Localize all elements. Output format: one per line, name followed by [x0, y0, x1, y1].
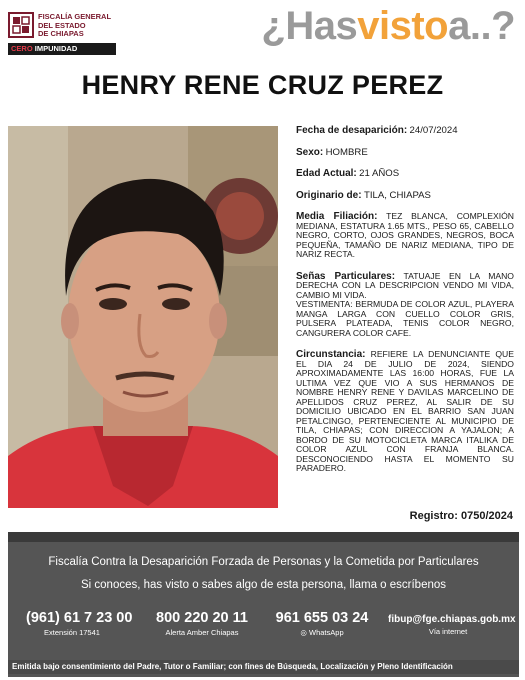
- circumstance-value: REFIERE LA DENUNCIANTE QUE EL DIA 24 DE JULIO DE 2024, SIENDO APROXIMADAMENTE LAS 16:00 HORAS, FUE LA ULTIMA VEZ QUE VIO A SUS HERMANOS DE NOMBRE HENRY RENE Y DAVILAS MARCELINO DE APELLIDOS CRUZ PEREZ, AL SALIR DE SU DOMICILIO UBICADO EN EL BARRIO SAN JUAN PETALCINGO, PERTENECIENTE AL MUNICIPIO DE TILA, CHIAPAS; CON DIRECCION A YAJALON; A BORDO DE SU MOTOCICLETA MARCA ITALIKA DE COLOR AZUL CON FRANJA BLANCA. DESCONOCIENDO HASTA EL MOMENTO SU PARADERO.: [296, 349, 514, 473]
- whatsapp-contact[interactable]: [270, 610, 374, 637]
- distinguishing-marks-row: [296, 272, 514, 339]
- whatsapp-caption: ◎ WhatsApp: [300, 628, 344, 637]
- person-name: HENRY RENE CRUZ PEREZ: [81, 70, 444, 100]
- email-contact[interactable]: [388, 614, 516, 636]
- disappearance-date-row: [296, 126, 514, 136]
- fiscalia-logo: [8, 12, 120, 58]
- physical-description-value: TEZ BLANCA, COMPLEXIÓN MEDIANA, ESTATURA 1.65 MTS., PESO 65, CABELLO NEGRO, CORTO, OJOS GRANDES, NEGROS, BOCA PEQUEÑA, TAMAÑO DE NARIZ MEDIANA, TIPO DE NARIZ RECTA.: [296, 211, 515, 259]
- age-label: Edad Actual:: [296, 168, 357, 179]
- phone-caption: Extensión 17541: [44, 628, 100, 637]
- email-address[interactable]: fibup@fge.chiapas.gob.mx: [388, 614, 516, 625]
- registration-number: Registro: 0750/2024: [409, 510, 513, 522]
- whatsapp-icon: ◎: [300, 628, 310, 637]
- hasvisto-brand: ¿Hasvistoa..?: [261, 4, 515, 48]
- circumstance-row: [296, 350, 514, 474]
- physical-description-row: [296, 212, 514, 260]
- physical-description-label: Media Filiación:: [296, 211, 378, 222]
- call-to-action: Si conoces, has visto o sabes algo de esta persona, llama o escríbenos: [80, 579, 447, 591]
- header: [0, 0, 525, 62]
- sex-row: [296, 148, 514, 158]
- person-details: [296, 126, 514, 486]
- phone-contact[interactable]: [26, 610, 133, 637]
- origin-value: TILA, CHIAPAS: [363, 189, 431, 201]
- amber-alert-contact[interactable]: [154, 610, 250, 637]
- email-caption: Vía internet: [428, 627, 468, 636]
- age-row: [296, 169, 514, 179]
- origin-label: Originario de:: [296, 189, 362, 201]
- logo-tagline: CERO IMPUNIDAD: [8, 43, 116, 55]
- amber-alert-number[interactable]: 800 220 20 11: [156, 610, 248, 626]
- portrait-image: [8, 126, 278, 508]
- logo-text: FISCALÍA GENERAL DEL ESTADO DE CHIAPAS: [38, 12, 112, 38]
- age-value: 21 AÑOS: [359, 168, 400, 179]
- disappearance-date-value: 24/07/2024: [409, 125, 458, 136]
- phone-number[interactable]: (961) 61 7 23 00: [26, 610, 133, 626]
- distinguishing-marks-value: TATUAJE EN LA MANO DERECHA CON LA DESCRIPCION VENDO MI VIDA, CAMBIO MI VIDA.: [296, 270, 514, 300]
- footer-stripe: [8, 532, 519, 542]
- agency-name: Fiscalía Contra la Desaparición Forzada de Personas y la Cometida por Particulares: [48, 556, 479, 568]
- consent-disclaimer: Emitida bajo consentimiento del Padre, Tutor o Familiar; con fines de Búsqueda, Localización y Pleno Identificación: [8, 660, 519, 674]
- contact-footer: [8, 532, 519, 677]
- amber-alert-caption: Alerta Amber Chiapas: [165, 628, 239, 637]
- origin-row: [296, 191, 514, 201]
- sex-value: HOMBRE: [325, 146, 368, 158]
- fiscalia-emblem-icon: [8, 12, 34, 38]
- sex-label: Sexo:: [296, 146, 324, 158]
- clothing-value: VESTIMENTA: BERMUDA DE COLOR AZUL, PLAYERA MANGA LARGA CON CUELLO COLOR GRIS, PULSERA PLATEADA, TENIS COLOR NEGRO, CANGURERA COLOR CAFE.: [296, 299, 514, 338]
- disappearance-date-label: Fecha de desaparición:: [296, 125, 408, 136]
- circumstance-label: Circunstancia:: [296, 349, 366, 360]
- distinguishing-marks-label: Señas Particulares:: [296, 270, 396, 282]
- whatsapp-number[interactable]: 961 655 03 24: [275, 610, 369, 626]
- person-photo: [8, 126, 278, 508]
